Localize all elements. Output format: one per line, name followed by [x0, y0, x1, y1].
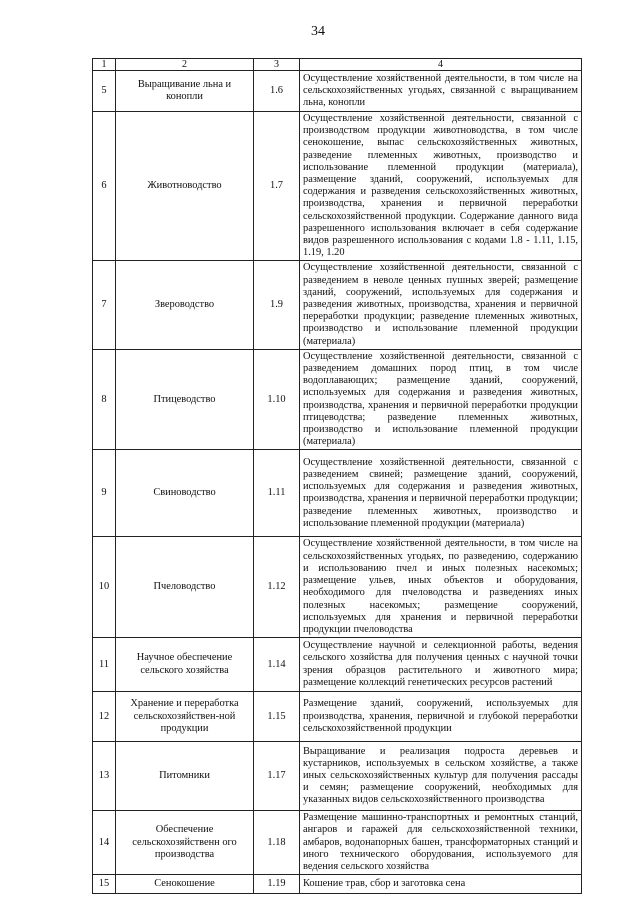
- header-col-3: 3: [254, 59, 300, 71]
- use-type-description: Осуществление научной и селекционной работы, ведения сельского хозяйства для получения ценных с научной точки зрения образцов растительного и животного мира; размещение коллекций генетических ресурсов растений: [300, 638, 582, 692]
- use-type-code: 1.10: [254, 349, 300, 450]
- use-type-name: Питомники: [116, 742, 254, 811]
- use-type-code: 1.12: [254, 537, 300, 638]
- row-number: 12: [93, 692, 116, 742]
- use-type-description: Осуществление хозяйственной деятельности, в том числе на сельскохозяйственных угодьях, по разведению, содержанию и использованию пчел и иных полезных насекомых; размещение ульев, иных объектов и оборудования, необходимого для пчеловодства и разведениях иных полезных насекомых; размещение сооружений, используемых для хранения и первичной переработки продукции пчеловодства: [300, 537, 582, 638]
- use-type-description: Размещение зданий, сооружений, используемых для производства, хранения, первичной и глубокой переработки сельскохозяйственной продукции: [300, 692, 582, 742]
- table-row: [93, 742, 582, 811]
- page-number: 34: [311, 24, 325, 39]
- table-body: [93, 59, 582, 894]
- table-row: [93, 537, 582, 638]
- header-col-2: 2: [116, 59, 254, 71]
- use-type-code: 1.9: [254, 261, 300, 349]
- use-type-code: 1.14: [254, 638, 300, 692]
- use-type-name: Сенокошение: [116, 875, 254, 894]
- use-type-name: Хранение и переработка сельскохозяйствен-ной продукции: [116, 692, 254, 742]
- use-type-description: Кошение трав, сбор и заготовка сена: [300, 875, 582, 894]
- table-row: [93, 450, 582, 537]
- use-type-code: 1.6: [254, 71, 300, 112]
- use-type-code: 1.7: [254, 112, 300, 261]
- row-number: 9: [93, 450, 116, 537]
- row-number: 14: [93, 811, 116, 875]
- use-type-description: Выращивание и реализация подроста деревьев и кустарников, используемых в сельском хозяйстве, а также иных сельскохозяйственных культур для получения рассады и семян; размещение сооружений, необходимых для указанных видов сельскохозяйственного производства: [300, 742, 582, 811]
- land-use-table: [92, 58, 582, 894]
- row-number: 7: [93, 261, 116, 349]
- table-row: [93, 71, 582, 112]
- header-col-4: 4: [300, 59, 582, 71]
- table-row: [93, 875, 582, 894]
- use-type-code: 1.17: [254, 742, 300, 811]
- use-type-description: Размещение машинно-транспортных и ремонтных станций, ангаров и гаражей для сельскохозяйственной техники, амбаров, водонапорных башен, трансформаторных станций и иного технического оборудования, используемого для ведения сельского хозяйства: [300, 811, 582, 875]
- use-type-name: Птицеводство: [116, 349, 254, 450]
- table-row: [93, 692, 582, 742]
- use-type-name: Пчеловодство: [116, 537, 254, 638]
- row-number: 6: [93, 112, 116, 261]
- use-type-description: Осуществление хозяйственной деятельности, в том числе на сельскохозяйственных угодьях, связанной с выращиванием льна, конопли: [300, 71, 582, 112]
- header-col-1: 1: [93, 59, 116, 71]
- use-type-name: Научное обеспечение сельского хозяйства: [116, 638, 254, 692]
- use-type-description: Осуществление хозяйственной деятельности, связанной с разведением в неволе ценных пушных зверей; размещение зданий, сооружений, используемых для содержания и разведения животных, производства, хранения и первичной переработки продукции; разведение племенных животных, производство и использование племенной продукции (материала): [300, 261, 582, 349]
- use-type-name: Звероводство: [116, 261, 254, 349]
- use-type-description: Осуществление хозяйственной деятельности, связанной с производством продукции животноводства, в том числе сенокошение, выпас сельскохозяйственных животных, разведение племенных животных, производство и использование племенной продукции (материала), размещение зданий, сооружений, используемых для содержания и разведения сельскохозяйственных животных, производства, хранения и первичной переработки сельскохозяйственной продукции. Содержание данного вида разрешенного использования включает в себя содержание видов разрешенного использования с кодами 1.8 - 1.11, 1.15, 1.19, 1.20: [300, 112, 582, 261]
- table-row: [93, 261, 582, 349]
- row-number: 13: [93, 742, 116, 811]
- use-type-name: Свиноводство: [116, 450, 254, 537]
- row-number: 8: [93, 349, 116, 450]
- use-type-code: 1.11: [254, 450, 300, 537]
- table-row: [93, 638, 582, 692]
- use-type-name: Животноводство: [116, 112, 254, 261]
- table-row: [93, 112, 582, 261]
- row-number: 5: [93, 71, 116, 112]
- row-number: 11: [93, 638, 116, 692]
- header-row: [93, 59, 582, 71]
- use-type-description: Осуществление хозяйственной деятельности, связанной с разведением свиней; размещение зданий, сооружений, используемых для содержания и разведения животных, производства, хранения и первичной переработки продукции; разведение племенных животных, производство и использование племенной продукции (материала): [300, 450, 582, 537]
- use-type-name: Выращивание льна и конопли: [116, 71, 254, 112]
- row-number: 10: [93, 537, 116, 638]
- table-row: [93, 349, 582, 450]
- use-type-description: Осуществление хозяйственной деятельности, связанной с разведением домашних пород птиц, в том числе водоплавающих; размещение зданий, сооружений, используемых для содержания и разведения животных, производства, хранения и первичной переработки продукции птицеводства; разведение племенных животных, производство и использование племенной продукции (материала): [300, 349, 582, 450]
- use-type-name: Обеспечение сельскохозяйственн ого производства: [116, 811, 254, 875]
- row-number: 15: [93, 875, 116, 894]
- use-type-code: 1.15: [254, 692, 300, 742]
- table-row: [93, 811, 582, 875]
- use-type-code: 1.18: [254, 811, 300, 875]
- use-type-code: 1.19: [254, 875, 300, 894]
